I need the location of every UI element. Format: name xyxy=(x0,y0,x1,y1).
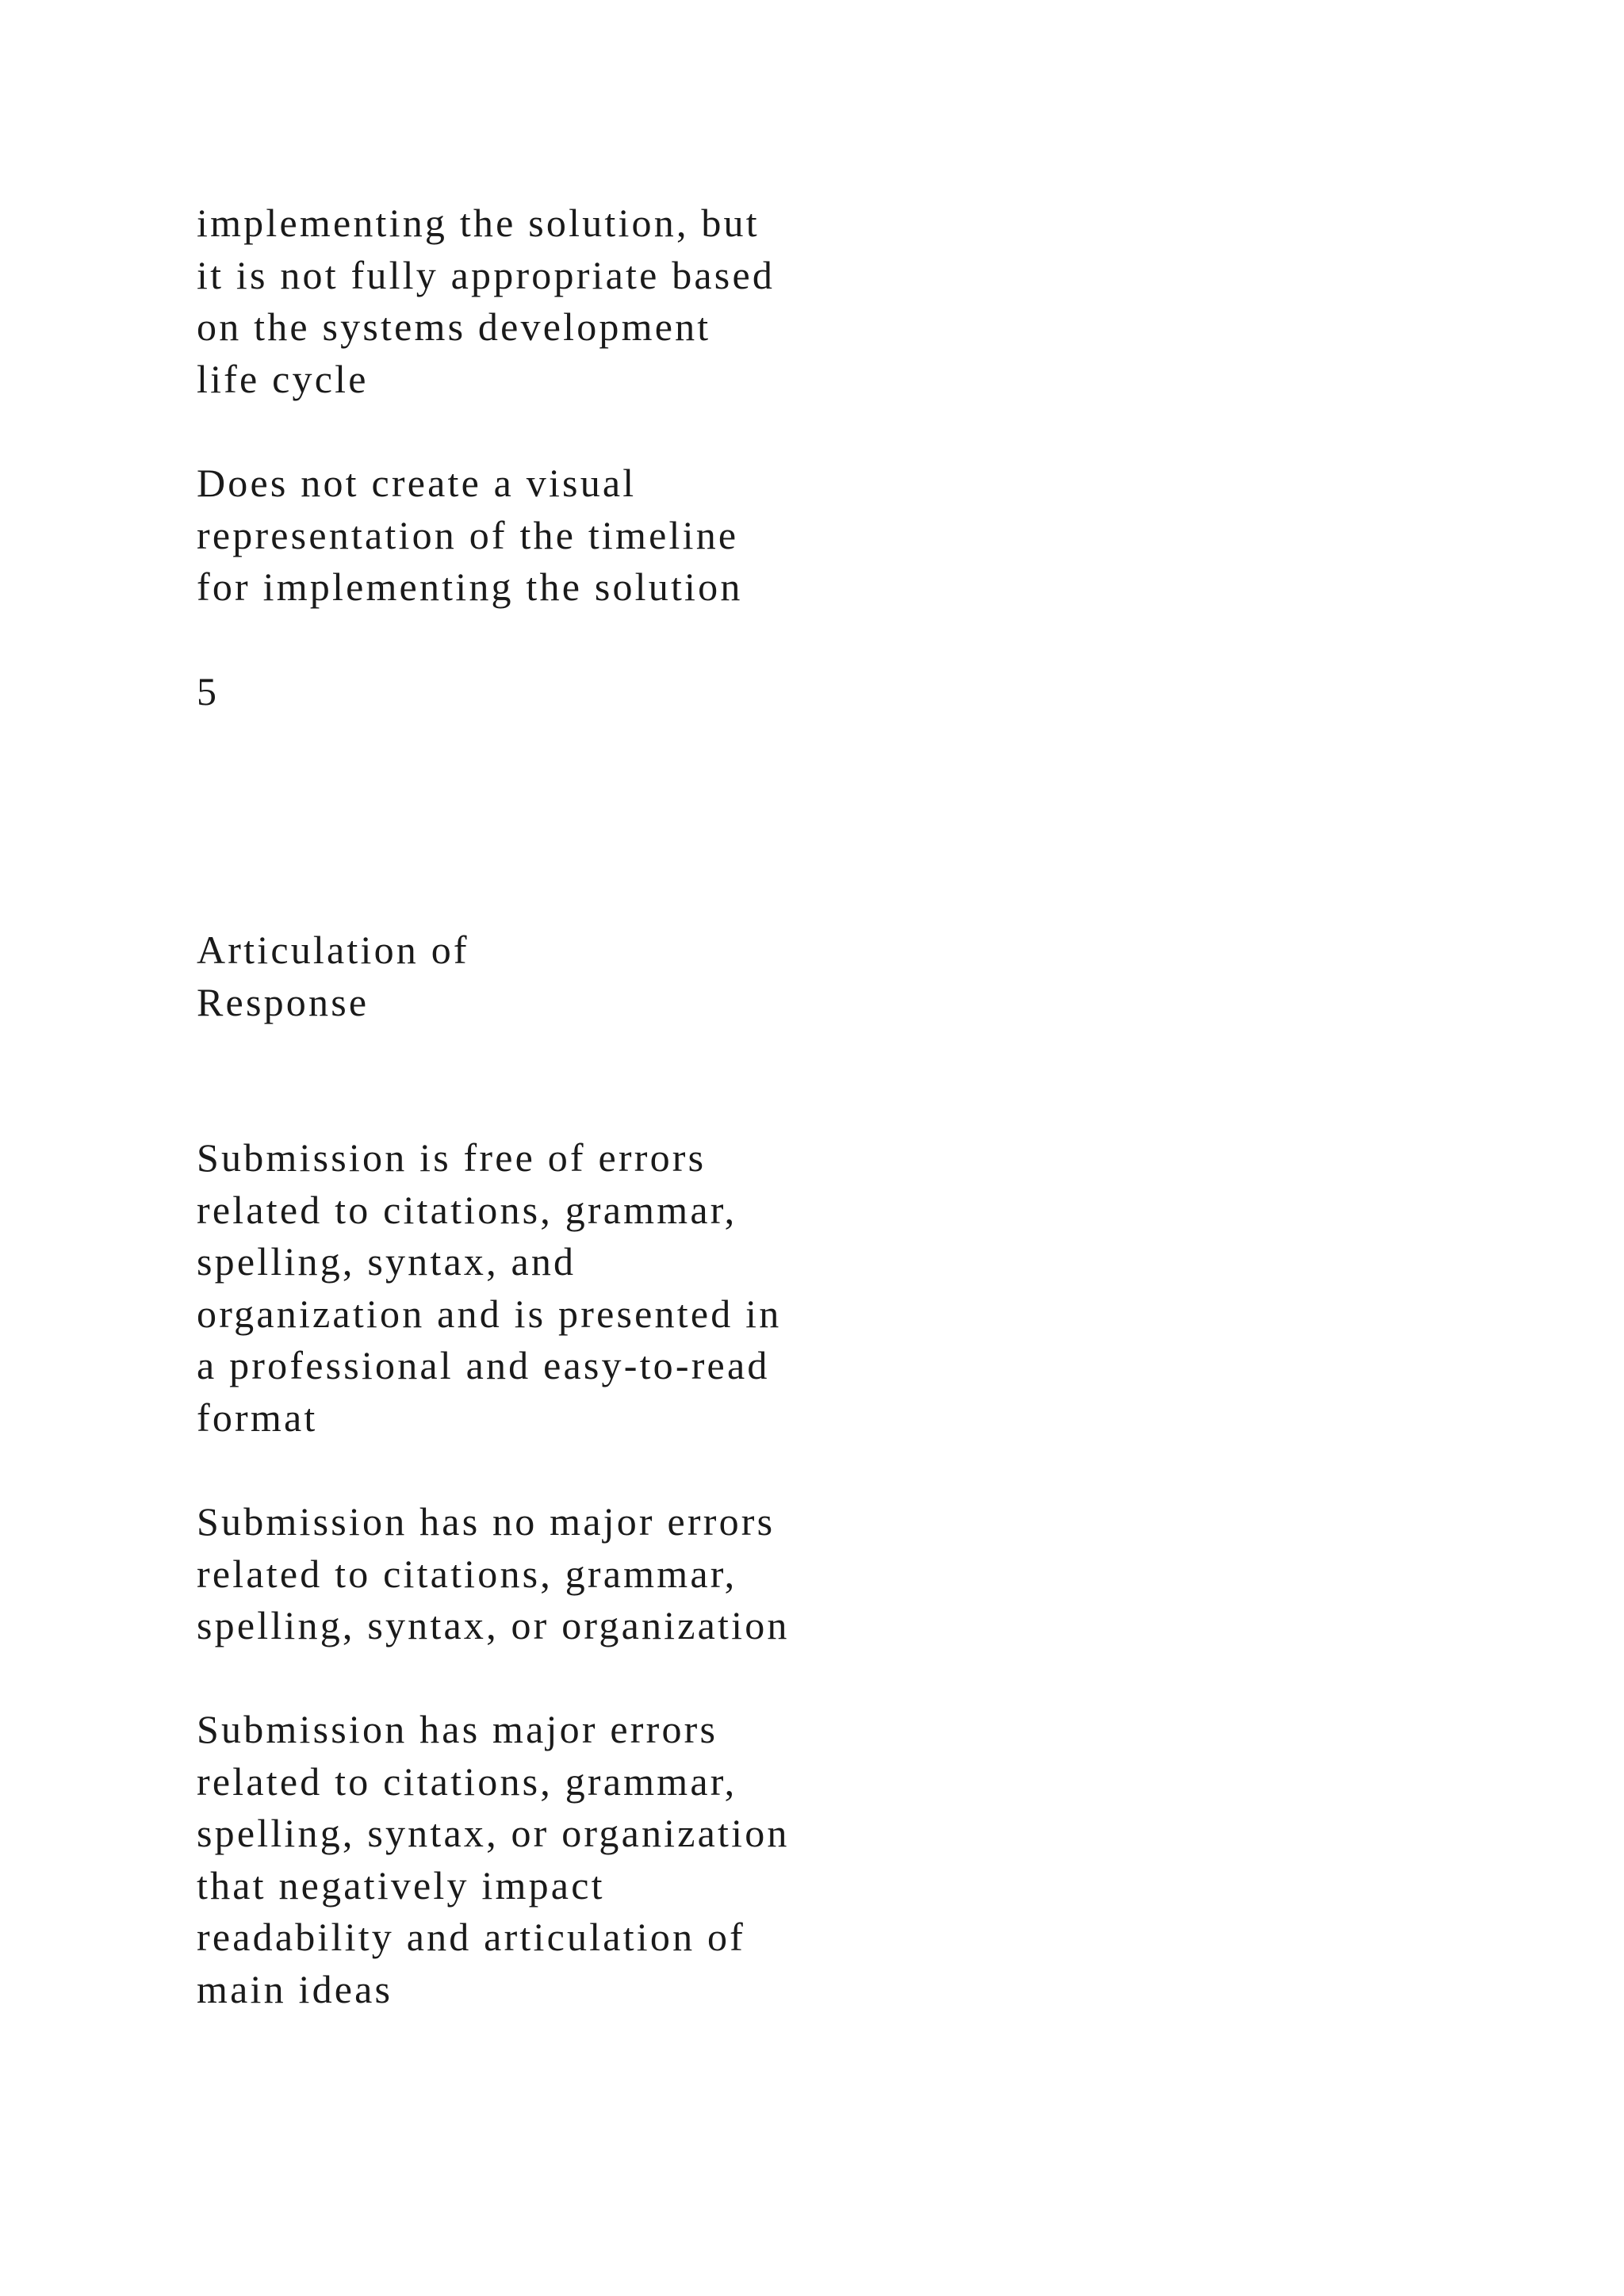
text-line: related to citations, grammar, xyxy=(197,1758,737,1804)
text-line: on the systems development xyxy=(197,304,711,349)
paragraph-sdlc-timeline-partial xyxy=(197,197,1148,405)
criterion-heading xyxy=(197,924,1148,1028)
text-line: Submission has no major errors xyxy=(197,1499,776,1544)
paragraph-needs-improvement xyxy=(197,1704,1148,2015)
points-value xyxy=(197,666,1148,718)
text-line: Response xyxy=(197,979,370,1024)
paragraph-exemplary xyxy=(197,1132,1148,1444)
text-line: spelling, syntax, and xyxy=(197,1239,576,1284)
text-line: life cycle xyxy=(197,356,369,401)
text-line: readability and articulation of xyxy=(197,1915,746,1959)
text-line: organization and is presented in xyxy=(197,1291,782,1336)
text-line: main ideas xyxy=(197,1966,393,2011)
text-line: Articulation of xyxy=(197,928,469,972)
text-line: for implementing the solution xyxy=(197,564,743,609)
text-line: format xyxy=(197,1395,318,1440)
text-line: related to citations, grammar, xyxy=(197,1551,737,1596)
text-line: 5 xyxy=(197,669,220,714)
text-line: spelling, syntax, or organization xyxy=(197,1603,790,1647)
text-line: Does not create a visual xyxy=(197,461,637,505)
text-line: related to citations, grammar, xyxy=(197,1187,737,1232)
text-line: spelling, syntax, or organization xyxy=(197,1811,790,1855)
paragraph-proficient xyxy=(197,1496,1148,1652)
text-line: that negatively impact xyxy=(197,1862,605,1908)
text-line: representation of the timeline xyxy=(197,512,739,557)
text-line: a professional and easy-to-read xyxy=(197,1343,770,1387)
text-line: Submission is free of errors xyxy=(197,1135,707,1180)
text-line: Submission has major errors xyxy=(197,1707,718,1751)
text-line: implementing the solution, but xyxy=(197,201,760,245)
paragraph-no-visual-timeline xyxy=(197,457,1148,614)
text-line: it is not fully appropriate based xyxy=(197,252,776,297)
